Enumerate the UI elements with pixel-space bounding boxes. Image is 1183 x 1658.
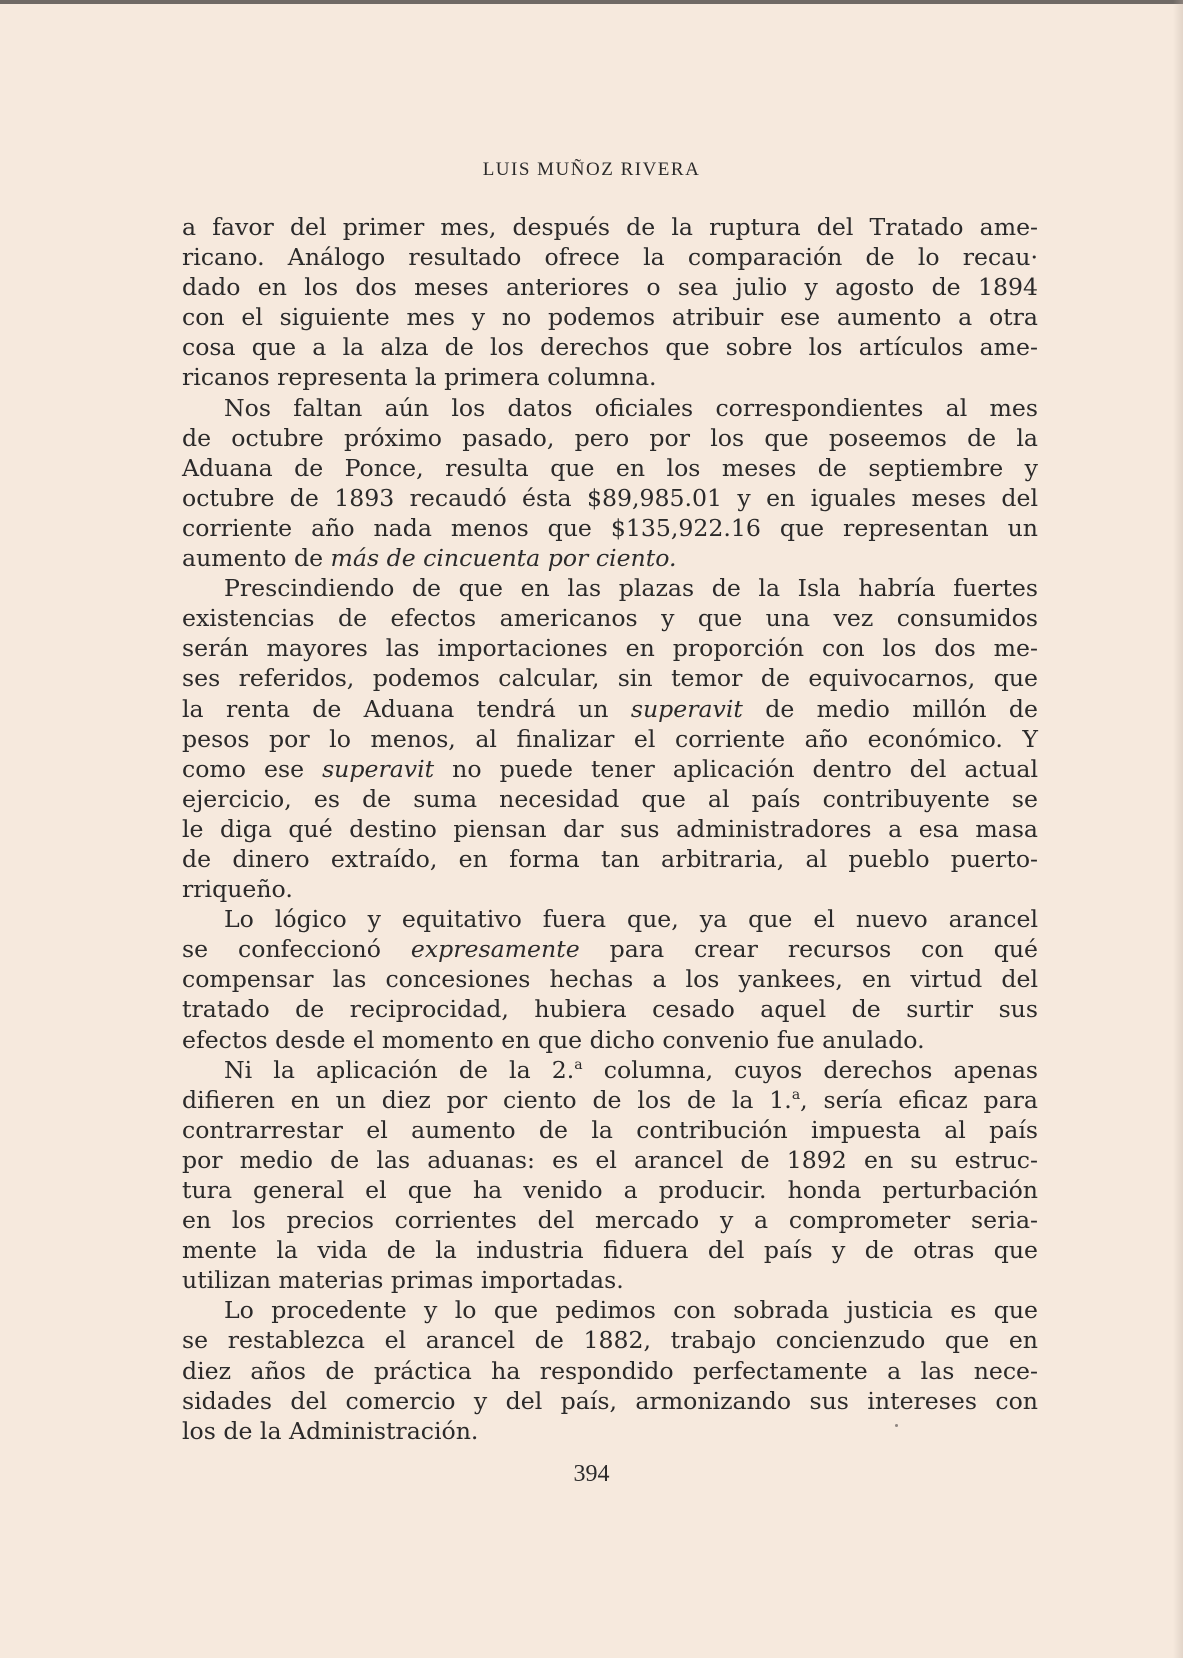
text-line: compensar las concesiones hechas a los yankees, en virtud del	[182, 965, 1038, 994]
text-line: pesos por lo menos, al finalizar el corriente año económico. Y	[182, 724, 1038, 753]
page-number: 394	[573, 1461, 610, 1487]
text-run: difieren en un diez por ciento de los de la 1.	[182, 1085, 792, 1114]
text-line: con el siguiente mes y no podemos atribuir ese aumento a otra	[182, 303, 1038, 332]
text-line: tratado de reciprocidad, hubiera cesado aquel de surtir sus	[182, 995, 1038, 1024]
superscript: a	[574, 1056, 583, 1073]
italic-term: expresamente	[410, 935, 580, 964]
text-line: ricano. Análogo resultado ofrece la comparación de lo recau·	[182, 243, 1038, 272]
text-line: Prescindiendo de que en las plazas de la Isla habría fuertes	[224, 574, 1038, 603]
text-run: , sería eficaz para	[800, 1085, 1038, 1114]
text-line: le diga qué destino piensan dar sus administradores a esa masa	[182, 814, 1038, 843]
text-line: cosa que a la alza de los derechos que sobre los artículos ame-	[182, 333, 1038, 362]
text-line	[182, 1055, 1038, 1085]
text-line: dado en los dos meses anteriores o sea julio y agosto de 1894	[182, 273, 1038, 302]
text-run: no puede tener aplicación dentro del actual	[434, 754, 1039, 783]
text-run: de medio millón de	[742, 694, 1039, 723]
text-run: aumento de	[182, 544, 331, 573]
text-run: se confeccionó	[182, 935, 411, 964]
text-line: en los precios corrientes del mercado y a comprometer seria-	[182, 1206, 1038, 1235]
text-line	[182, 694, 1038, 724]
text-line	[182, 754, 1038, 784]
text-line: por medio de las aduanas: es el arancel de 1892 en su estruc-	[182, 1145, 1038, 1174]
text-line: corriente año nada menos que $135,922.16 que representan un	[182, 513, 1038, 542]
running-head: LUIS MUÑOZ RIVERA	[482, 159, 701, 180]
text-line: de octubre próximo pasado, pero por los que poseemos de la	[182, 423, 1038, 452]
italic-phrase: más de cincuenta por ciento.	[330, 544, 677, 573]
scan-edge-shadow	[1173, 0, 1183, 1658]
text-line: ejercicio, es de suma necesidad que al país contribuyente se	[182, 784, 1038, 813]
scan-top-edge	[0, 0, 1183, 4]
text-line: se restablezca el arancel de 1882, trabajo concienzudo que en	[182, 1326, 1038, 1355]
scan-speck	[895, 1424, 898, 1427]
text-run: como ese	[182, 754, 323, 783]
text-line: de dinero extraído, en forma tan arbitraria, al pueblo puerto-	[182, 844, 1038, 873]
text-line: Nos faltan aún los datos oficiales correspondientes al mes	[224, 393, 1038, 422]
text-run: para crear recursos con qué	[579, 935, 1038, 964]
text-line: a favor del primer mes, después de la ruptura del Tratado ame-	[182, 213, 1038, 241]
text-line: ses referidos, podemos calcular, sin temor de equivocarnos, que	[182, 664, 1038, 693]
text-line	[182, 543, 1038, 573]
text-line: Lo lógico y equitativo fuera que, ya que el nuevo arancel	[224, 905, 1038, 934]
text-line: serán mayores las importaciones en proporción con los dos me-	[182, 634, 1038, 663]
text-line	[182, 1085, 1038, 1115]
text-line: efectos desde el momento en que dicho convenio fue anulado.	[182, 1025, 925, 1054]
text-run: la renta de Aduana tendrá un	[182, 694, 631, 723]
text-line: existencias de efectos americanos y que una vez consumidos	[182, 604, 1038, 633]
text-line: contrarrestar el aumento de la contribución impuesta al país	[182, 1115, 1038, 1144]
text-run: columna, cuyos derechos apenas	[582, 1055, 1039, 1084]
superscript: a	[791, 1086, 801, 1103]
text-line: tura general el que ha venido a producir. honda perturbación	[182, 1176, 1038, 1204]
body-text	[182, 212, 1038, 1446]
text-run: Ni la aplicación de la 2.	[224, 1055, 575, 1084]
text-line: utilizan materias primas importadas.	[182, 1266, 624, 1295]
italic-term: superavit	[630, 694, 743, 723]
text-line: octubre de 1893 recaudó ésta $89,985.01 y en iguales meses del	[182, 483, 1038, 512]
text-line: Lo procedente y lo que pedimos con sobrada justicia es que	[224, 1296, 1038, 1325]
text-line	[182, 934, 1038, 964]
text-line: los de la Administración.	[182, 1416, 479, 1445]
text-line: sidades del comercio y del país, armonizando sus intereses con	[182, 1386, 1038, 1415]
text-line: ricanos representa la primera columna.	[182, 363, 657, 392]
text-line: diez años de práctica ha respondido perfectamente a las nece-	[182, 1356, 1038, 1385]
text-line: rriqueño.	[182, 875, 293, 904]
text-line: mente la vida de la industria fiduera del país y de otras que	[182, 1236, 1038, 1265]
italic-term: superavit	[322, 754, 435, 783]
text-line: Aduana de Ponce, resulta que en los meses de septiembre y	[182, 453, 1038, 482]
